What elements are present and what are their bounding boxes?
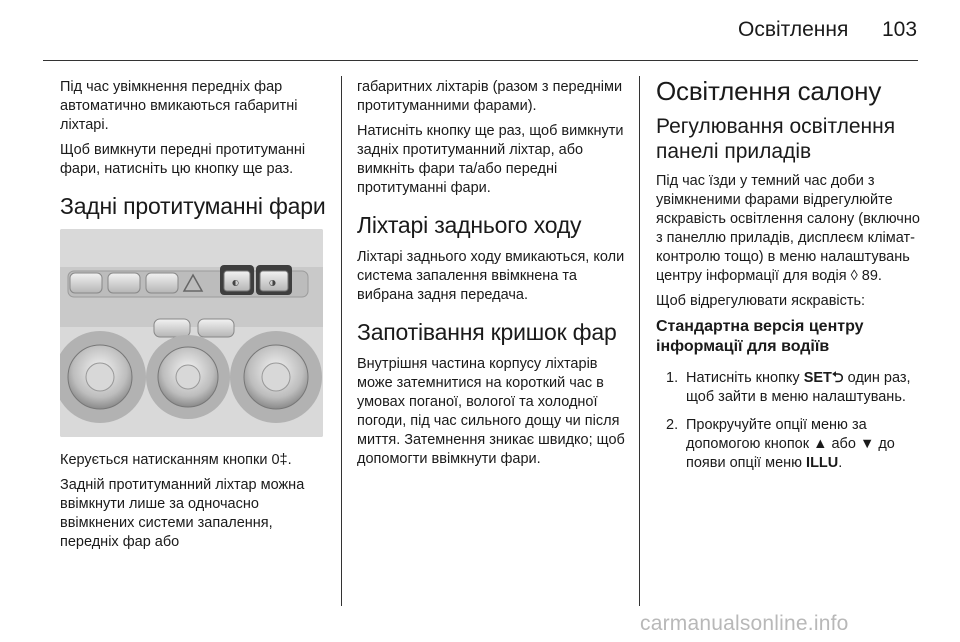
svg-text:◐: ◐ [232,278,239,287]
steps-list [656,369,928,473]
watermark: carmanualsonline.info [640,612,849,635]
paragraph: Натисніть кнопку ще раз, щоб вимкнути задніх протитуманний ліхтар, або вимкніть фари та/або передні протитуманні фари. [357,123,624,196]
subsection-heading-panel: Регулювання освітлення панелі приладів [656,115,896,163]
paragraph: габаритних ліхтарів (разом з передніми протитуманними фарами). [357,79,623,114]
subsection-heading-standard: Стандартна версія центру інформації для водіїв [656,318,864,355]
column-1 [60,78,328,558]
list-item: 2. Прокручуйте опції меню за допомогою кнопок ▲ або ▼ до появи опції меню ILLU. [666,417,895,471]
control-panel-illustration [60,229,323,437]
column-divider-2 [639,76,640,606]
paragraph: Щоб відрегулювати яскравість: [656,293,866,309]
rear-fog-symbol: 0‡. [271,452,292,468]
control-panel-figure [60,229,323,437]
illu-menu-label: ILLU [806,455,839,471]
svg-text:◑: ◑ [269,278,276,287]
return-icon: ⮌ [831,370,844,386]
page-number: 103 [882,18,918,41]
header-rule [43,60,918,61]
step-number: 2. [666,417,679,433]
set-key-label: SET [803,370,832,386]
paragraph: Керується натисканням кнопки 0‡. [60,452,292,468]
paragraph: Ліхтарі заднього ходу вмикаються, коли система запалення ввімкнена та вибрана задня передача. [357,249,625,303]
paragraph: Щоб вимкнути передні протитуманні фари, натисніть цю кнопку ще раз. [60,142,306,177]
section-heading-rear-fog: Задні протитуманні фари [60,193,326,219]
paragraph: Під час увімкнення передніх фар автоматично вмикаються габаритні ліхтарі. [60,79,298,133]
section-heading-fogging: Запотівання кришок фар [357,319,617,345]
paragraph: Під час їзди у темний час доби з увімкненими фарами відрегулюйте яскравість освітлення салону (включно з панеллю приладів, дисплеєм клімат-контролю тощо) в меню налаштувань центру інформації для водія ◊ 89. [656,173,920,284]
column-2 [357,78,629,475]
column-divider-1 [341,76,342,606]
section-heading-reverse-lights: Ліхтарі заднього ходу [357,212,582,238]
column-3 [656,78,928,482]
paragraph: Задній протитуманний ліхтар можна ввімкнути лише за одночасно ввімкнених системи запалення, передніх фар або [60,477,305,550]
step-number: 1. [666,370,679,386]
header-title: Освітлення [738,18,849,41]
paragraph: Внутрішня частина корпусу ліхтарів може затемнитися на короткий час в умовах поганої, вологої та холодної погоди, під час сильного дощу чи після миття. Затемнення зникає швидко; щоб допомогти ввімкнути фари. [357,356,625,467]
section-heading-interior-lighting: Освітлення салону [656,76,882,106]
list-item: 1. Натисніть кнопку SET⮌ один раз, щоб зайти в меню налаштувань. [666,370,911,405]
